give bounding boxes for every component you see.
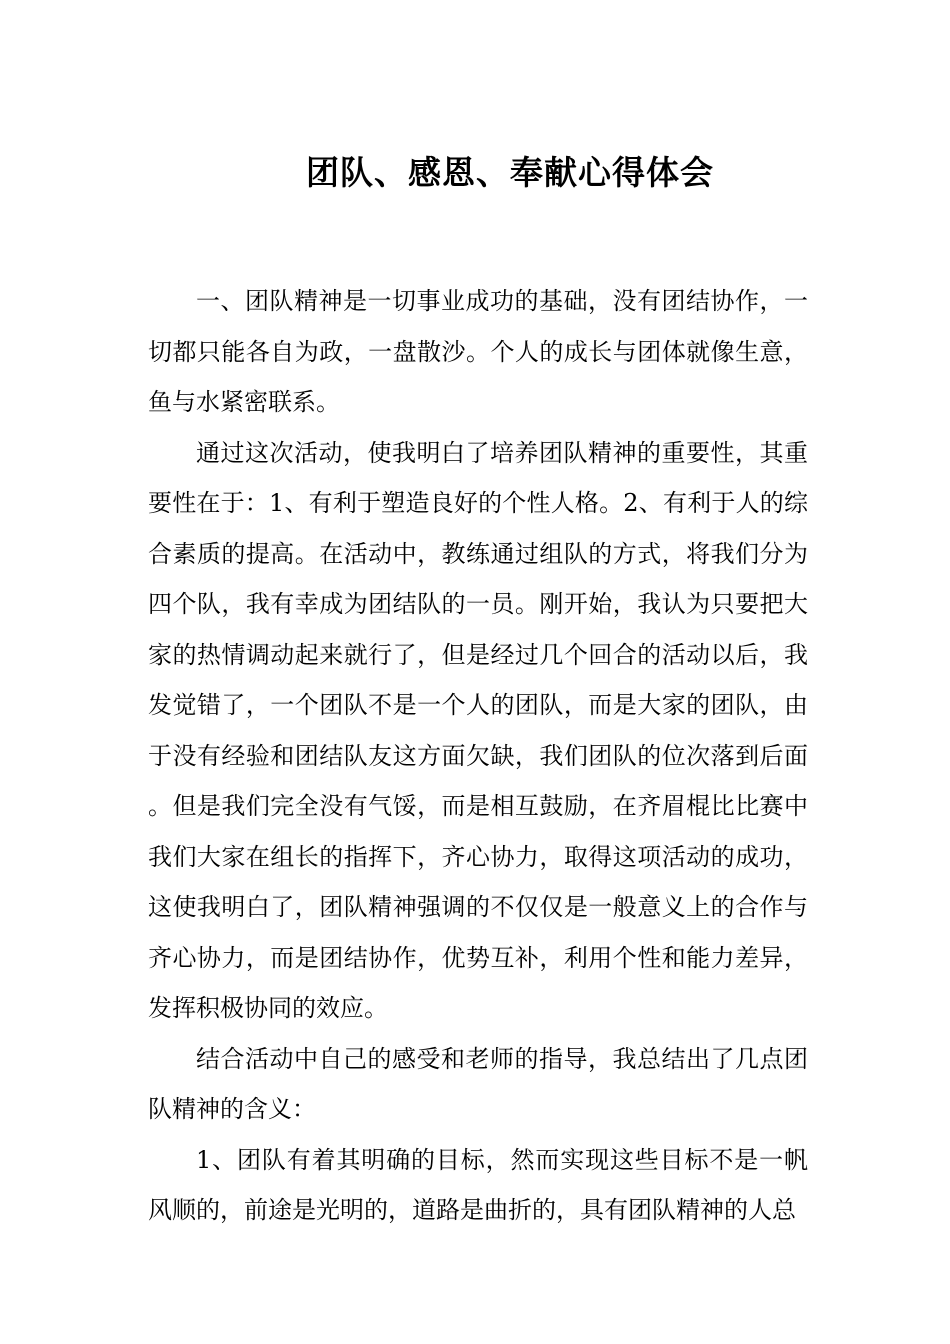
document-body bbox=[148, 276, 808, 1236]
page-title: 团队、感恩、奉献心得体会 bbox=[306, 153, 714, 193]
paragraph-4: 1、团队有着其明确的目标，然而实现这些目标不是一帆风顺的，前途是光明的，道路是曲折的，具有团队精神的人总 bbox=[148, 1145, 808, 1224]
paragraph-2: 通过这次活动，使我明白了培养团队精神的重要性，其重要性在于：1、有利于塑造良好的个性人格。2、有利于人的综合素质的提高。在活动中，教练通过组队的方式，将我们分为四个队，我有幸成为团结队的一员。刚开始，我认为只要把大家的热情调动起来就行了，但是经过几个回合的活动以后，我发觉错了，一个团队不是一个人的团队，而是大家的团队，由于没有经验和团结队友这方面欠缺，我们团队的位次落到后面。但是我们完全没有气馁，而是相互鼓励，在齐眉棍比比赛中我们大家在组长的指挥下，齐心协力，取得这项活动的成功，这使我明白了，团队精神强调的不仅仅是一般意义上的合作与齐心协力，而是团结协作，优势互补，利用个性和能力差异，发挥积极协同的效应。 bbox=[148, 438, 808, 1022]
paragraph-3: 结合活动中自己的感受和老师的指导，我总结出了几点团队精神的含义： bbox=[148, 1044, 808, 1123]
paragraph-1: 一、团队精神是一切事业成功的基础，没有团结协作，一切都只能各自为政，一盘散沙。个人的成长与团体就像生意，鱼与水紧密联系。 bbox=[148, 287, 808, 416]
